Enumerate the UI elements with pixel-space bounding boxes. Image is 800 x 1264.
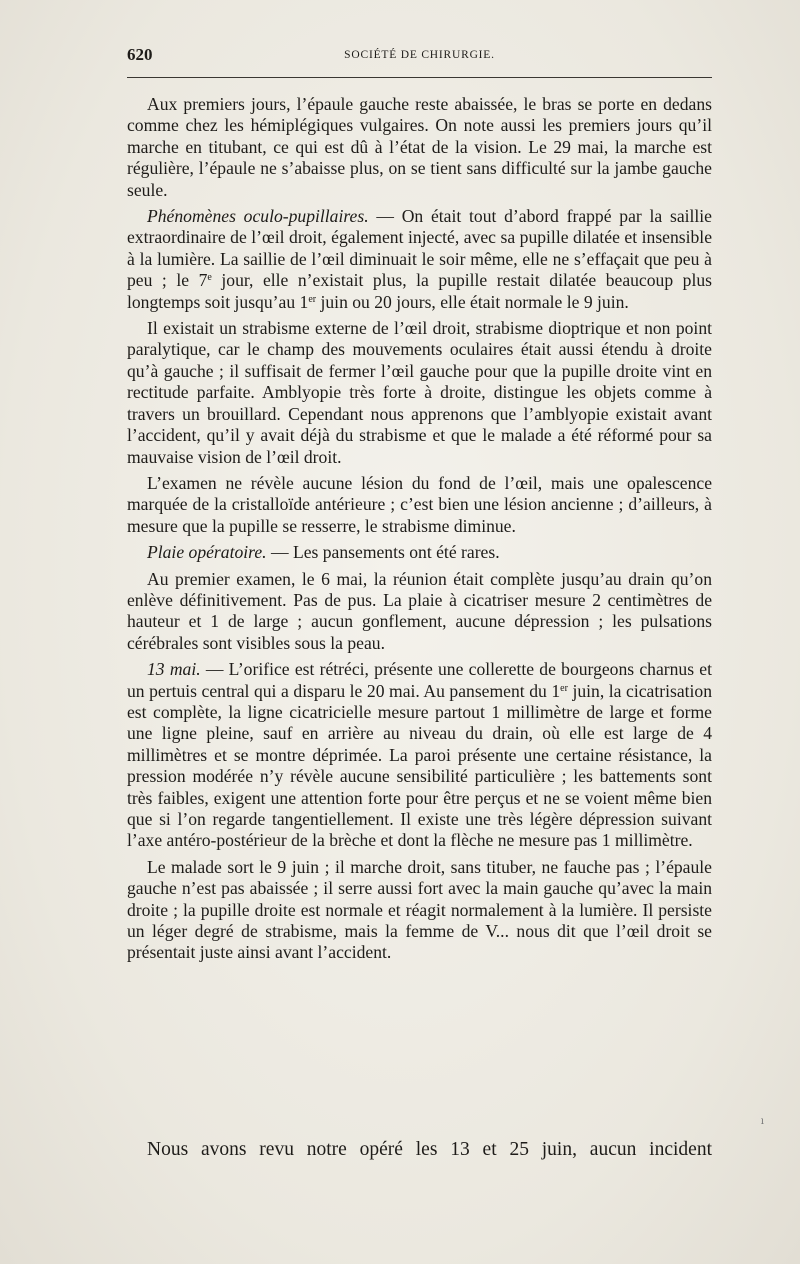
paragraph: Plaie opératoire. — Les pansements ont été rares. (147, 542, 500, 563)
header-rule (127, 77, 712, 78)
paragraph: L’examen ne révèle aucune lésion du fond de l’œil, mais une opalescence marquée de la cristalloïde antérieure ; c’est bien une lésion ancienne ; d’ailleurs, à mesure que la pupille se resserre, le strabisme diminue. (127, 472, 712, 536)
page-number: 620 (127, 45, 153, 64)
section-lead: 13 mai. (147, 659, 201, 680)
paragraph: 13 mai. — L’orifice est rétréci, présente une collerette de bourgeons charnus et un pertuis central qui a disparu le 20 mai. Au pansement du 1er juin, la cicatrisation est complète, la ligne cicatricielle mesure partout 1 millimètre de large et forme une ligne pleine, sauf en arrière au niveau du drain, où elle est large de 4 millimètres et se montre déprimée. La paroi présente une certaine résistance, la pression modérée n’y révèle aucune sensibilité particulière ; les battements sont très faibles, exigent une attention forte pour être perçus et ne se voient même bien que si l’on regarde tangentiellement. Il existe une très légère dépression suivant l’axe antéro-postérieur de la brèche et dont la flèche ne mesure pas 1 millimètre. (127, 659, 713, 851)
page-header (127, 45, 712, 71)
paragraph: Le malade sort le 9 juin ; il marche droit, sans tituber, ne fauche pas ; l’épaule gauche n’est pas abaissée ; il serre aussi fort avec la main gauche qu’avec la main droite ; la pupille droite est normale et réagit normalement à la lumière. Il persiste un léger degré de strabisme, mais la femme de V... nous dit que l’œil droit se présentait juste ainsi avant l’accident. (127, 856, 712, 963)
paragraph: Il existait un strabisme externe de l’œil droit, strabisme dioptrique et non point paralytique, car le champ des mouvements oculaires était aussi étendu à droite qu’à gauche ; il suffisait de fermer l’œil gauche pour que la pupille droite vint en rectitude parfaite. Amblyopie très forte à droite, distingue les objets comme à travers un brouillard. Cependant nous apprenons que l’amblyopie existait avant l’accident, qu’il y avait déjà du strabisme et que le malade a été réformé pour sa mauvaise vision de l’œil droit. (127, 318, 712, 467)
body-text (127, 94, 712, 964)
section-lead: Plaie opératoire. (147, 542, 267, 563)
closing-line: Nous avons revu notre opéré les 13 et 25 juin, aucun incident (147, 1139, 712, 1160)
paragraph: Phénomènes oculo-pupillaires. — On était tout d’abord frappé par la saillie extraordinaire de l’œil droit, également injecté, avec sa pupille dilatée et insensible à la lumière. La saillie de l’œil diminuait le soir même, elle ne s’effaçait que peu à peu ; le 7e jour, elle n’existait plus, la pupille restait dilatée beaucoup plus longtemps soit jusqu’au 1er juin ou 20 jours, elle était normale le 9 juin. (127, 206, 712, 312)
paragraph: Aux premiers jours, l’épaule gauche reste abaissée, le bras se porte en dedans comme chez les hémiplégiques vulgaires. On note aussi les premiers jours qu’il marche en titubant, ce qui est dû à l’état de la vision. Le 29 mai, la marche est régulière, l’épaule ne s’abaisse plus, on se tient sans difficulté sur la jambe gauche seule. (127, 94, 712, 200)
section-lead: Phénomènes oculo-pupillaires. (147, 206, 369, 227)
paragraph: Au premier examen, le 6 mai, la réunion était complète jusqu’au drain qu’on enlève définitivement. Pas de pus. La plaie à cicatriser mesure 2 centimètres de hauteur et 1 de large ; aucun gonflement, aucune dépression ; les pulsations cérébrales sont visibles sous la peau. (127, 568, 712, 653)
book-page: 620 SOCIÉTÉ DE CHIRURGIE. Aux premiers jours, l’épaule gauche reste abaissée, le bras se porte en dedans comme chez les hémiplégiques vulgaires. On note aussi les premiers jours qu’il marche en titubant, ce qui est dû à l’état de la vision. Le 29 mai, la marche est régulière, l’épaule ne s’abaisse plus, on se tient sans difficulté sur la jambe gauche seule. Phénomènes oculo-pupillaires. — On était tout d’abord frappé par la saillie extraordinaire de l’œil droit, également injecté, avec sa pupille dilatée et insensible à la lumière. La saillie de l’œil diminuait le soir même, elle ne s’effaçait que peu à peu ; le 7e jour, elle n’existait plus, la pupille restait dilatée beaucoup plus longtemps soit jusqu’au 1er juin ou 20 jours, elle était normale le 9 juin. Il existait un strabisme externe de l’œil droit, strabisme dioptrique et non point paralytique, car le champ des mouvements oculaires était aussi étendu à droite qu’à gauche ; il suffisait de fermer l’œil gauche pour que la pupille droite vint en rectitude parfaite. Amblyopie très forte à droite, distingue les objets comme à travers un brouillard. Cependant nous apprenons que l’amblyopie existait avant l’accident, qu’il y avait déjà du strabisme et que le malade a été réformé pour sa mauvaise vision de l’œil droit. L’examen ne révèle aucune lésion du fond de l’œil, mais une opalescence marquée de la cristalloïde antérieure ; c’est bien une lésion ancienne ; d’ailleurs, à mesure que la pupille se resserre, le strabisme diminue. Plaie opératoire. — Les pansements ont été rares. Au premier examen, le 6 mai, la réunion était complète jusqu’au drain qu’on enlève définitivement. Pas de pus. La plaie à cicatriser mesure 2 centimètres de hauteur et 1 de large ; aucun gonflement, aucune dépression ; les pulsations cérébrales sont visibles sous la peau. 13 mai. — L’orifice est rétréci, présente une collerette de bourgeons charnus et un pertuis central qui a disparu le 20 mai. Au pansement du 1er juin, la cicatrisation est complète, la ligne cicatricielle mesure partout 1 millimètre de large et forme une ligne pleine, sauf en arrière au niveau du drain, où elle est large de 4 millimètres et se montre déprimée. La paroi présente une certaine résistance, la pression modérée n’y révèle aucune sensibilité particulière ; les battements sont très faibles, exigent une attention forte pour être perçus et ne se voient même bien que si l’on regarde tangentiellement. Il existe une très légère dépression suivant l’axe antéro-postérieur de la brèche et dont la flèche ne mesure pas 1 millimètre. Le malade sort le 9 juin ; il marche droit, sans tituber, ne fauche pas ; l’épaule gauche n’est pas abaissée ; il serre aussi fort avec la main gauche qu’avec la main droite ; la pupille droite est normale et réagit normalement à la lumière. Il persiste un léger degré de strabisme, mais la femme de V... nous dit que l’œil droit se présentait juste ainsi avant l’accident. ı Nous avons revu notre opéré les 13 et 25 juin, aucun incident (0, 0, 800, 1264)
running-title: SOCIÉTÉ DE CHIRURGIE. (344, 49, 495, 61)
